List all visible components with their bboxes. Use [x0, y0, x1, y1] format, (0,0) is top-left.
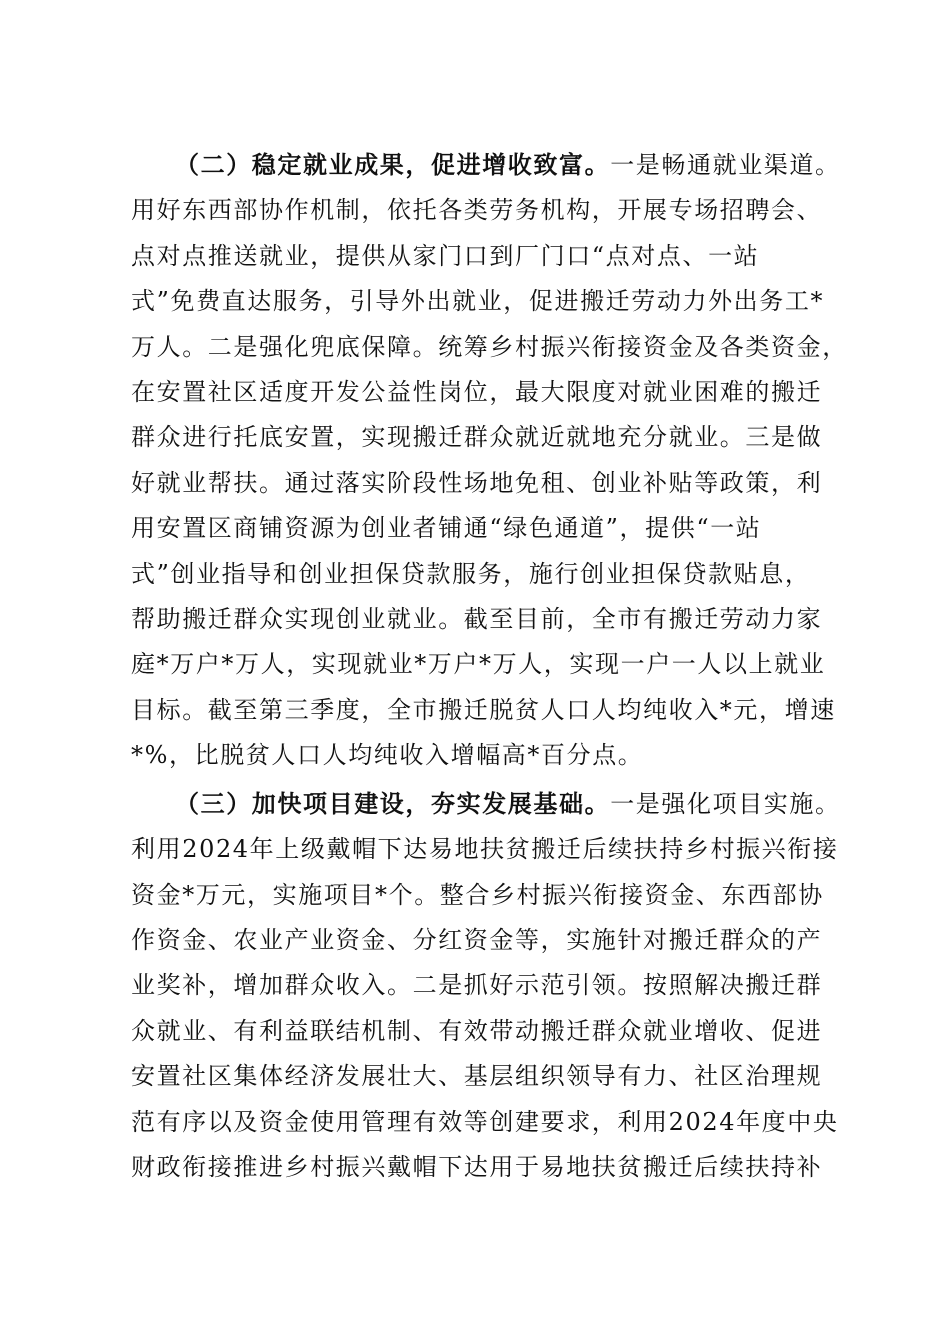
paragraph-line: 众就业、有利益联结机制、有效带动搬迁群众就业增收、促进 — [131, 1016, 823, 1045]
paragraph-line: 点对点推送就业，提供从家门口到厂门口“点对点、一站 — [131, 241, 760, 270]
section-heading: （三）加快项目建设，夯实发展基础。 — [175, 788, 611, 818]
paragraph-line: 业奖补，增加群众收入。二是抓好示范引领。按照解决搬迁群 — [131, 971, 823, 1000]
section-two — [131, 142, 865, 779]
paragraph-line: *%，比脱贫人口人均纯收入增幅高*百分点。 — [131, 741, 644, 770]
paragraph-line: 群众进行托底安置，实现搬迁群众就近就地充分就业。三是做 — [131, 423, 823, 452]
paragraph-line: 目标。截至第三季度，全市搬迁脱贫人口人均纯收入*元，增速 — [131, 695, 836, 724]
paragraph-line: 财政衔接推进乡村振兴戴帽下达用于易地扶贫搬迁后续扶持补 — [131, 1152, 823, 1181]
paragraph-line — [175, 781, 865, 827]
paragraph-line: 帮助搬迁群众实现创业就业。截至目前，全市有搬迁劳动力家 — [131, 605, 823, 634]
paragraph-line: 万人。二是强化兜底保障。统筹乡村振兴衔接资金及各类资金， — [131, 332, 848, 361]
paragraph-line: 好就业帮扶。通过落实阶段性场地免租、创业补贴等政策，利 — [131, 468, 823, 497]
document-body — [131, 142, 865, 1192]
paragraph-line: 利用2024年上级戴帽下达易地扶贫搬迁后续扶持乡村振兴衔接 — [131, 835, 839, 864]
paragraph-line: 安置社区集体经济发展壮大、基层组织领导有力、社区治理规 — [131, 1062, 823, 1091]
line-text: 一是强化项目实施。 — [610, 789, 841, 818]
paragraph-line — [175, 142, 865, 188]
paragraph-line: 式”创业指导和创业担保贷款服务，施行创业担保贷款贴息， — [131, 559, 811, 588]
section-heading: （二）稳定就业成果，促进增收致富。 — [175, 150, 611, 179]
paragraph-line: 用安置区商铺资源为创业者铺通“绿色通道”，提供“一站 — [131, 514, 762, 543]
section-three — [131, 781, 865, 1191]
paragraph-line: 资金*万元，实施项目*个。整合乡村振兴衔接资金、东西部协 — [131, 880, 824, 909]
paragraph-line: 作资金、农业产业资金、分红资金等，实施针对搬迁群众的产 — [131, 925, 823, 954]
paragraph-line: 范有序以及资金使用管理有效等创建要求，利用2024年度中央 — [131, 1107, 839, 1136]
paragraph-line: 在安置社区适度开发公益性岗位，最大限度对就业困难的搬迁 — [131, 378, 823, 407]
paragraph-line: 式”免费直达服务，引导外出就业，促进搬迁劳动力外出务工* — [131, 287, 825, 316]
paragraph-line: 用好东西部协作机制，依托各类劳务机构，开展专场招聘会、 — [131, 196, 823, 225]
line-text: 一是畅通就业渠道。 — [610, 151, 841, 179]
paragraph-line: 庭*万户*万人，实现就业*万户*万人，实现一户一人以上就业 — [131, 650, 826, 679]
